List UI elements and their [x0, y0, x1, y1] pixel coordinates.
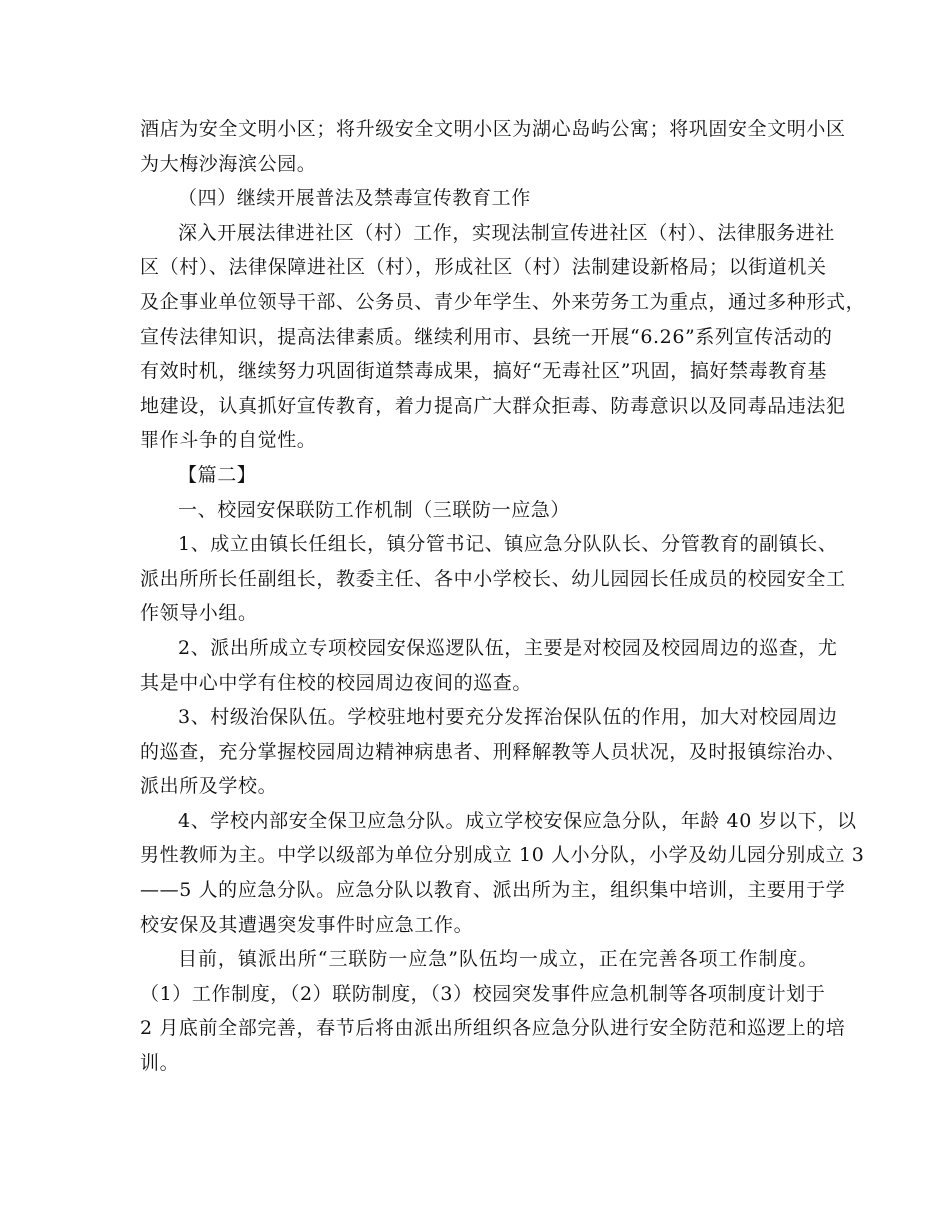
- text-line: 及企事业单位领导干部、公务员、青少年学生、外来劳务工为重点，通过多种形式，: [140, 290, 866, 313]
- text-line: 2 月底前全部完善，春节后将由派出所组织各应急分队进行安全防范和巡逻上的培: [140, 1017, 846, 1040]
- text-line: 其是中心中学有住校的校园周边夜间的巡查。: [140, 671, 533, 694]
- text-line: 罪作斗争的自觉性。: [140, 429, 317, 452]
- text-line: 3、村级治保队伍。学校驻地村要充分发挥治保队伍的作用，加大对校园周边: [178, 706, 838, 729]
- document-body: [140, 112, 866, 1081]
- text-line: 深入开展法律进社区（村）工作，实现法制宣传进社区（村）、法律服务进社: [178, 221, 835, 244]
- text-line: 1、成立由镇长任组长，镇分管书记、镇应急分队队长、分管教育的副镇长、: [178, 533, 838, 556]
- text-line: 有效时机，继续努力巩固街道禁毒成果，搞好“无毒社区”巩固，搞好禁毒教育基: [140, 360, 828, 383]
- text-line: 地建设，认真抓好宣传教育，着力提高广大群众拒毒、防毒意识以及同毒品违法犯: [140, 394, 846, 417]
- text-line: 4、学校内部安全保卫应急分队。成立学校安保应急分队，年龄 40 岁以下，以: [178, 809, 857, 832]
- text-line: 派出所及学校。: [140, 775, 278, 798]
- text-line: 区（村）、法律保障进社区（村），形成社区（村）法制建设新格局；以街道机关: [140, 256, 827, 279]
- text-line: 【篇二】: [178, 463, 257, 486]
- text-line: 校安保及其遭遇突发事件时应急工作。: [140, 913, 474, 936]
- text-line: 训。: [140, 1052, 180, 1075]
- text-line: 2、派出所成立专项校园安保巡逻队伍，主要是对校园及校园周边的巡查，尤: [178, 636, 838, 659]
- text-line: （四）继续开展普法及禁毒宣传教育工作: [178, 187, 531, 210]
- text-line: 一、校园安保联防工作机制（三联防一应急）: [178, 498, 571, 521]
- text-line: 为大梅沙海滨公园。: [140, 152, 317, 175]
- text-line: 目前，镇派出所“三联防一应急”队伍均一成立，正在完善各项工作制度。: [178, 948, 818, 971]
- text-line: （1）工作制度，（2）联防制度，（3）校园突发事件应急机制等各项制度计划于: [140, 982, 826, 1005]
- text-line: 酒店为安全文明小区；将升级安全文明小区为湖心岛屿公寓；将巩固安全文明小区: [140, 118, 846, 140]
- text-line: 派出所所长任副组长，教委主任、各中小学校长、幼儿园园长任成员的校园安全工: [140, 567, 846, 590]
- text-line: 宣传法律知识，提高法律素质。继续利用市、县统一开展“6.26”系列宣传活动的: [140, 325, 833, 348]
- text-line: 作领导小组。: [140, 602, 258, 625]
- text-line: 男性教师为主。中学以级部为单位分别成立 10 人小分队，小学及幼儿园分别成立 3: [140, 844, 865, 867]
- text-line: 的巡查，充分掌握校园周边精神病患者、刑释解教等人员状况，及时报镇综治办、: [140, 740, 846, 763]
- text-line: ——5 人的应急分队。应急分队以教育、派出所为主，组织集中培训，主要用于学: [140, 879, 846, 902]
